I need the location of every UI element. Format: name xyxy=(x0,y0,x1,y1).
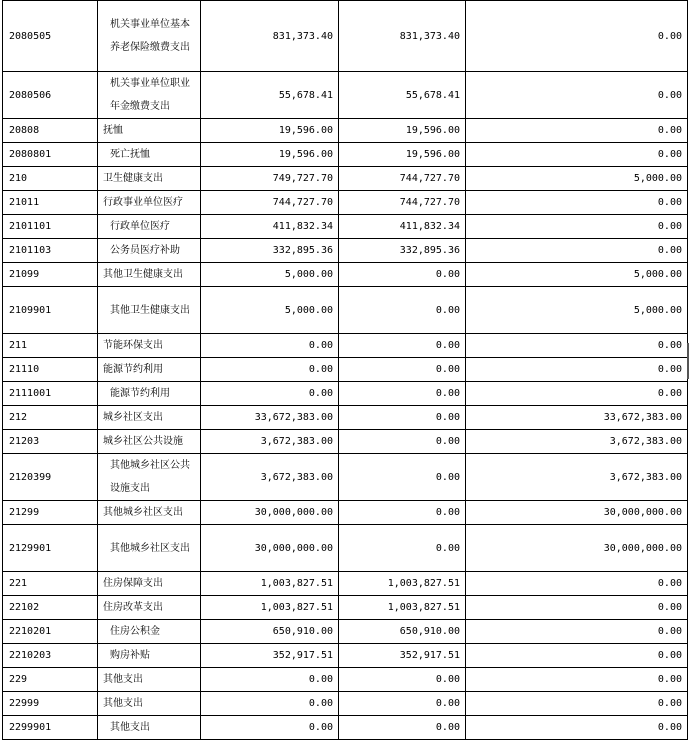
table-row xyxy=(3,143,688,167)
row-project-expenditure: 0.00 xyxy=(466,596,688,620)
row-name: 住房改革支出 xyxy=(98,596,201,620)
row-project-expenditure: 3,672,383.00 xyxy=(466,454,688,501)
table-row xyxy=(3,191,688,215)
row-code: 21011 xyxy=(3,191,98,215)
row-total: 30,000,000.00 xyxy=(201,525,339,572)
row-total: 744,727.70 xyxy=(201,191,339,215)
row-project-expenditure: 0.00 xyxy=(466,143,688,167)
row-total: 0.00 xyxy=(201,358,339,382)
row-code: 2120399 xyxy=(3,454,98,501)
table-row xyxy=(3,501,688,525)
row-name: 抚恤 xyxy=(98,119,201,143)
row-basic-expenditure: 0.00 xyxy=(339,692,466,716)
row-total: 831,373.40 xyxy=(201,1,339,72)
row-basic-expenditure: 0.00 xyxy=(339,406,466,430)
row-name: 城乡社区支出 xyxy=(98,406,201,430)
row-code: 2129901 xyxy=(3,525,98,572)
row-basic-expenditure: 0.00 xyxy=(339,382,466,406)
row-total: 0.00 xyxy=(201,716,339,740)
row-name: 其他城乡社区支出 xyxy=(98,501,201,525)
row-basic-expenditure: 0.00 xyxy=(339,430,466,454)
row-total: 5,000.00 xyxy=(201,287,339,334)
row-basic-expenditure: 831,373.40 xyxy=(339,1,466,72)
table-row xyxy=(3,1,688,72)
row-basic-expenditure: 0.00 xyxy=(339,525,466,572)
row-total: 3,672,383.00 xyxy=(201,454,339,501)
row-name: 机关事业单位职业年金缴费支出 xyxy=(98,72,201,119)
row-project-expenditure: 0.00 xyxy=(466,668,688,692)
row-basic-expenditure: 332,895.36 xyxy=(339,239,466,263)
table-row xyxy=(3,430,688,454)
table-row xyxy=(3,215,688,239)
row-name: 行政单位医疗 xyxy=(98,215,201,239)
row-basic-expenditure: 744,727.70 xyxy=(339,167,466,191)
row-total: 0.00 xyxy=(201,334,339,358)
row-total: 352,917.51 xyxy=(201,644,339,668)
budget-table-body xyxy=(3,1,688,740)
row-project-expenditure: 0.00 xyxy=(466,644,688,668)
row-name: 购房补贴 xyxy=(98,644,201,668)
row-code: 21099 xyxy=(3,263,98,287)
row-basic-expenditure: 55,678.41 xyxy=(339,72,466,119)
row-code: 2080506 xyxy=(3,72,98,119)
row-name: 其他卫生健康支出 xyxy=(98,287,201,334)
table-row xyxy=(3,716,688,740)
row-basic-expenditure: 0.00 xyxy=(339,263,466,287)
row-basic-expenditure: 0.00 xyxy=(339,668,466,692)
row-total: 411,832.34 xyxy=(201,215,339,239)
row-name: 公务员医疗补助 xyxy=(98,239,201,263)
row-code: 221 xyxy=(3,572,98,596)
row-name: 死亡抚恤 xyxy=(98,143,201,167)
table-row xyxy=(3,382,688,406)
row-total: 19,596.00 xyxy=(201,119,339,143)
row-basic-expenditure: 1,003,827.51 xyxy=(339,572,466,596)
row-basic-expenditure: 0.00 xyxy=(339,501,466,525)
row-total: 5,000.00 xyxy=(201,263,339,287)
table-row xyxy=(3,287,688,334)
table-row xyxy=(3,525,688,572)
row-name: 城乡社区公共设施 xyxy=(98,430,201,454)
row-project-expenditure: 0.00 xyxy=(466,716,688,740)
row-code: 20808 xyxy=(3,119,98,143)
row-total: 19,596.00 xyxy=(201,143,339,167)
row-project-expenditure: 0.00 xyxy=(466,692,688,716)
row-code: 212 xyxy=(3,406,98,430)
row-name: 其他城乡社区公共设施支出 xyxy=(98,454,201,501)
row-total: 33,672,383.00 xyxy=(201,406,339,430)
row-basic-expenditure: 744,727.70 xyxy=(339,191,466,215)
row-name: 能源节约利用 xyxy=(98,382,201,406)
table-row xyxy=(3,358,688,382)
row-project-expenditure: 0.00 xyxy=(466,1,688,72)
row-name: 其他支出 xyxy=(98,668,201,692)
row-name: 节能环保支出 xyxy=(98,334,201,358)
row-project-expenditure: 0.00 xyxy=(466,191,688,215)
row-project-expenditure: 0.00 xyxy=(466,119,688,143)
row-project-expenditure: 0.00 xyxy=(466,382,688,406)
table-row xyxy=(3,239,688,263)
row-code: 21110 xyxy=(3,358,98,382)
row-total: 55,678.41 xyxy=(201,72,339,119)
table-row xyxy=(3,692,688,716)
table-row xyxy=(3,263,688,287)
row-total: 0.00 xyxy=(201,382,339,406)
row-code: 229 xyxy=(3,668,98,692)
table-row xyxy=(3,620,688,644)
row-basic-expenditure: 0.00 xyxy=(339,716,466,740)
row-total: 332,895.36 xyxy=(201,239,339,263)
table-row xyxy=(3,644,688,668)
row-name: 其他支出 xyxy=(98,692,201,716)
row-basic-expenditure: 19,596.00 xyxy=(339,143,466,167)
table-row xyxy=(3,454,688,501)
row-total: 0.00 xyxy=(201,668,339,692)
row-code: 21299 xyxy=(3,501,98,525)
row-code: 21203 xyxy=(3,430,98,454)
row-code: 2101101 xyxy=(3,215,98,239)
row-project-expenditure: 0.00 xyxy=(466,215,688,239)
row-code: 2101103 xyxy=(3,239,98,263)
row-name: 机关事业单位基本养老保险缴费支出 xyxy=(98,1,201,72)
row-project-expenditure: 33,672,383.00 xyxy=(466,406,688,430)
row-basic-expenditure: 0.00 xyxy=(339,287,466,334)
row-code: 2080505 xyxy=(3,1,98,72)
row-project-expenditure: 5,000.00 xyxy=(466,167,688,191)
table-row xyxy=(3,72,688,119)
row-project-expenditure: 5,000.00 xyxy=(466,287,688,334)
row-name: 行政事业单位医疗 xyxy=(98,191,201,215)
row-basic-expenditure: 0.00 xyxy=(339,334,466,358)
row-total: 650,910.00 xyxy=(201,620,339,644)
row-name: 其他支出 xyxy=(98,716,201,740)
row-project-expenditure: 30,000,000.00 xyxy=(466,501,688,525)
row-project-expenditure: 0.00 xyxy=(466,72,688,119)
row-code: 211 xyxy=(3,334,98,358)
row-code: 2299901 xyxy=(3,716,98,740)
row-name: 卫生健康支出 xyxy=(98,167,201,191)
row-project-expenditure: 3,672,383.00 xyxy=(466,430,688,454)
row-code: 22102 xyxy=(3,596,98,620)
row-basic-expenditure: 650,910.00 xyxy=(339,620,466,644)
row-basic-expenditure: 0.00 xyxy=(339,454,466,501)
row-total: 1,003,827.51 xyxy=(201,596,339,620)
row-total: 749,727.70 xyxy=(201,167,339,191)
row-project-expenditure: 0.00 xyxy=(466,239,688,263)
row-name: 其他城乡社区支出 xyxy=(98,525,201,572)
row-name: 住房保障支出 xyxy=(98,572,201,596)
row-project-expenditure: 30,000,000.00 xyxy=(466,525,688,572)
table-row xyxy=(3,119,688,143)
table-row xyxy=(3,334,688,358)
table-row xyxy=(3,596,688,620)
row-name: 能源节约利用 xyxy=(98,358,201,382)
row-basic-expenditure: 19,596.00 xyxy=(339,119,466,143)
row-basic-expenditure: 1,003,827.51 xyxy=(339,596,466,620)
row-name: 住房公积金 xyxy=(98,620,201,644)
row-total: 0.00 xyxy=(201,692,339,716)
row-code: 2111001 xyxy=(3,382,98,406)
row-basic-expenditure: 411,832.34 xyxy=(339,215,466,239)
table-row xyxy=(3,406,688,430)
row-code: 2210201 xyxy=(3,620,98,644)
table-row xyxy=(3,572,688,596)
row-project-expenditure: 0.00 xyxy=(466,620,688,644)
row-code: 210 xyxy=(3,167,98,191)
table-row xyxy=(3,668,688,692)
row-project-expenditure: 0.00 xyxy=(466,334,688,358)
row-name: 其他卫生健康支出 xyxy=(98,263,201,287)
row-project-expenditure: 5,000.00 xyxy=(466,263,688,287)
row-code: 2210203 xyxy=(3,644,98,668)
row-total: 1,003,827.51 xyxy=(201,572,339,596)
budget-table xyxy=(2,0,688,740)
row-basic-expenditure: 0.00 xyxy=(339,358,466,382)
row-project-expenditure: 0.00 xyxy=(466,572,688,596)
row-basic-expenditure: 352,917.51 xyxy=(339,644,466,668)
row-project-expenditure: 0.00 xyxy=(466,358,688,382)
row-total: 3,672,383.00 xyxy=(201,430,339,454)
table-row xyxy=(3,167,688,191)
row-code: 22999 xyxy=(3,692,98,716)
row-code: 2080801 xyxy=(3,143,98,167)
row-code: 2109901 xyxy=(3,287,98,334)
row-total: 30,000,000.00 xyxy=(201,501,339,525)
